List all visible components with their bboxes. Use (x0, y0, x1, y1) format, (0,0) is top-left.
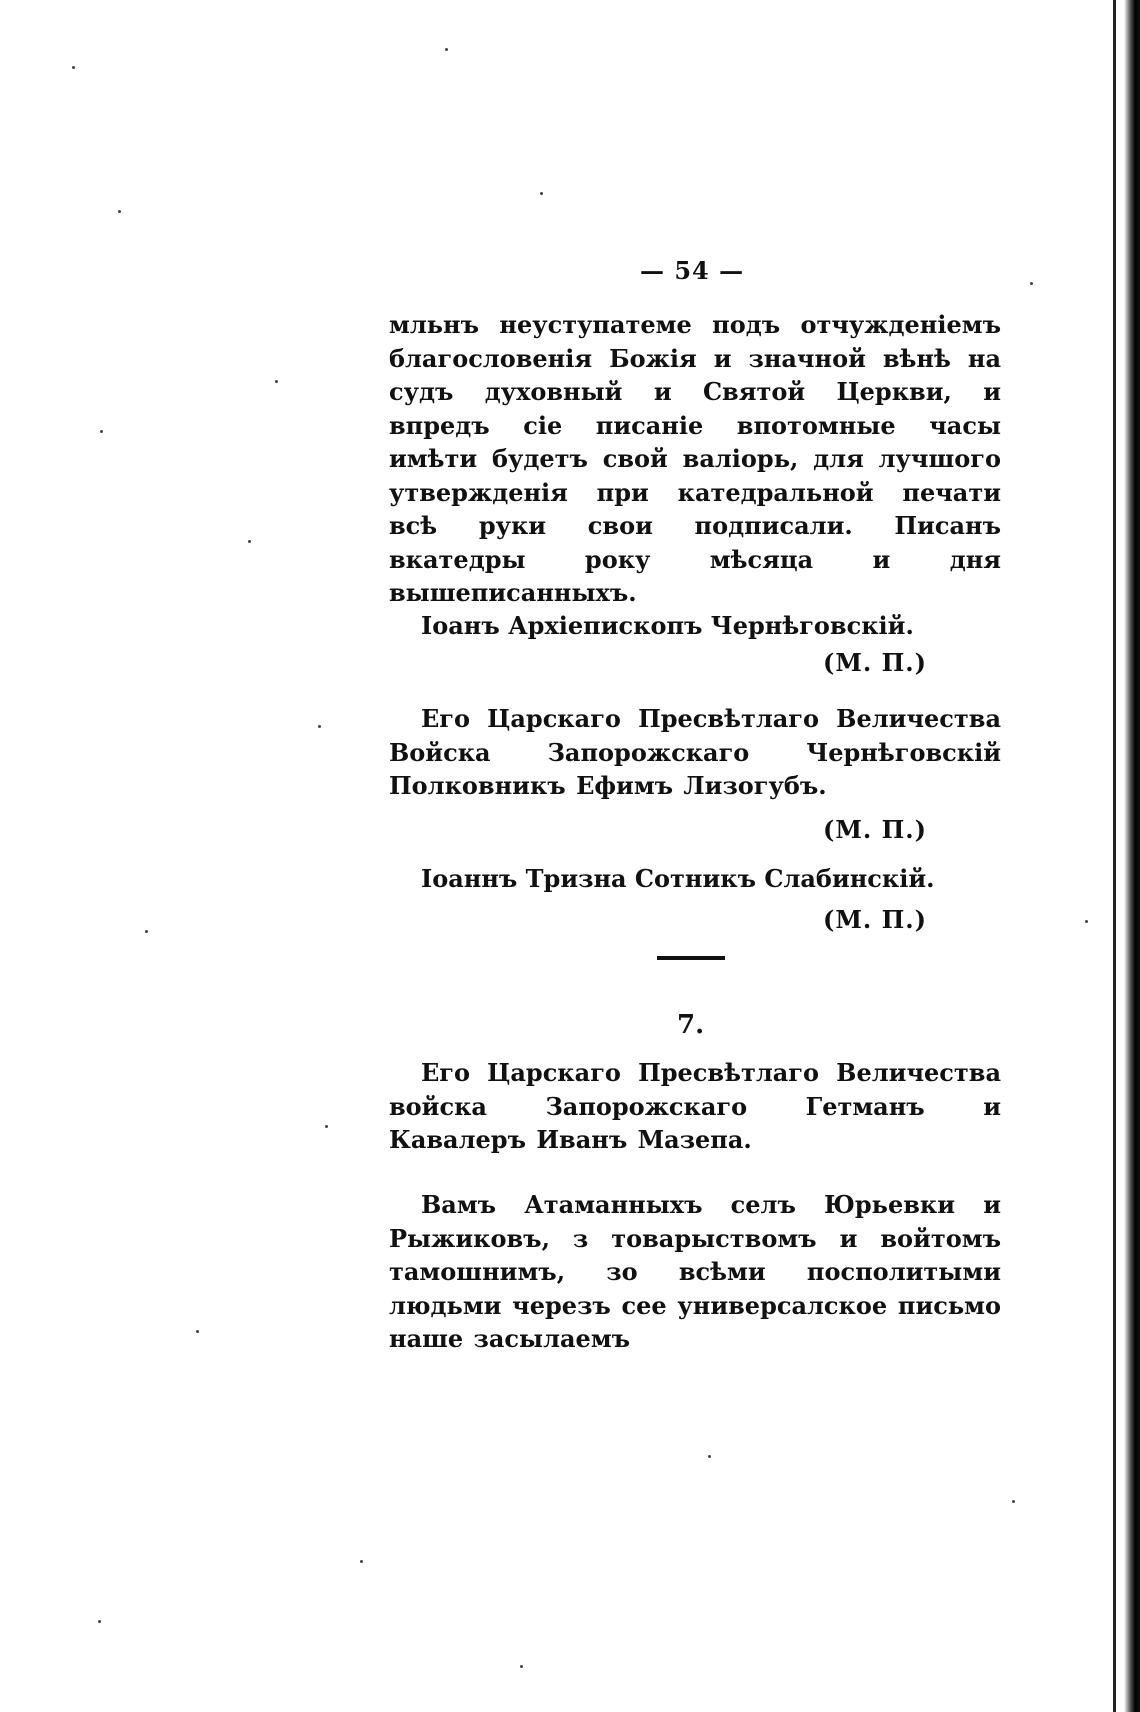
section-number: 7. (677, 1010, 705, 1040)
scan-speck (275, 380, 278, 383)
scan-speck (248, 540, 251, 543)
scan-speck (145, 930, 148, 933)
paragraph-1: мльнъ неуступатеме подъ отчужденіемъ благословенія Божія и значной вѣнѣ на судъ духовный и Святой Церкви, и впредъ сіе писаніе впотомные часы имѣти будетъ свой валіорь, для лучшого утвержденія при катедральной печати всѣ руки свои подписали. Писанъ вкатедры року мѣсяца и дня вышеписанныхъ. (389, 310, 1001, 607)
signature-3-name: Іоаннъ Тризна Сотникъ Слабинскій. (421, 864, 935, 893)
scan-speck (196, 1330, 199, 1333)
signature-1-name: Іоанъ Архіепископъ Чернѣговскій. (421, 611, 914, 640)
binding-edge-line (1113, 0, 1116, 1712)
scan-speck (318, 725, 321, 728)
signature-1-seal: (М. П.) (823, 648, 928, 677)
scan-speck (540, 192, 543, 195)
scan-speck (360, 1560, 363, 1563)
signature-2-seal: (М. П.) (823, 815, 928, 844)
page-number: — 54 — (640, 256, 745, 285)
signature-3-seal: (М. П.) (823, 905, 928, 934)
signature-2-name: Его Царскаго Пресвѣтлаго Величества Войска Запорожскаго Чернѣговскій Полковникъ Ефимъ Лизогубъ. (389, 704, 1001, 800)
scan-speck (98, 1620, 101, 1623)
section-heading: Его Царскаго Пресвѣтлаго Величества войска Запорожскаго Гетманъ и Кавалеръ Иванъ Мазепа. (389, 1058, 1001, 1154)
scan-speck (1030, 282, 1033, 285)
scan-speck (708, 1455, 711, 1458)
section-text: Вамъ Атаманныхъ селъ Юрьевки и Рыжиковъ, з товарыствомъ и войтомъ тамошнимъ, зо всѣми посполитыми людьми черезъ сее универсалское письмо наше засылаемъ (389, 1190, 1001, 1353)
scan-speck (100, 430, 103, 433)
binding-edge-shadow (1124, 0, 1140, 1712)
scan-speck (520, 1665, 523, 1668)
scan-speck (1085, 920, 1088, 923)
scan-speck (445, 48, 448, 51)
scan-speck (325, 1125, 328, 1128)
scan-speck (1012, 1500, 1015, 1503)
scan-speck (72, 66, 75, 69)
section-divider (657, 956, 725, 960)
scan-speck (118, 210, 121, 213)
